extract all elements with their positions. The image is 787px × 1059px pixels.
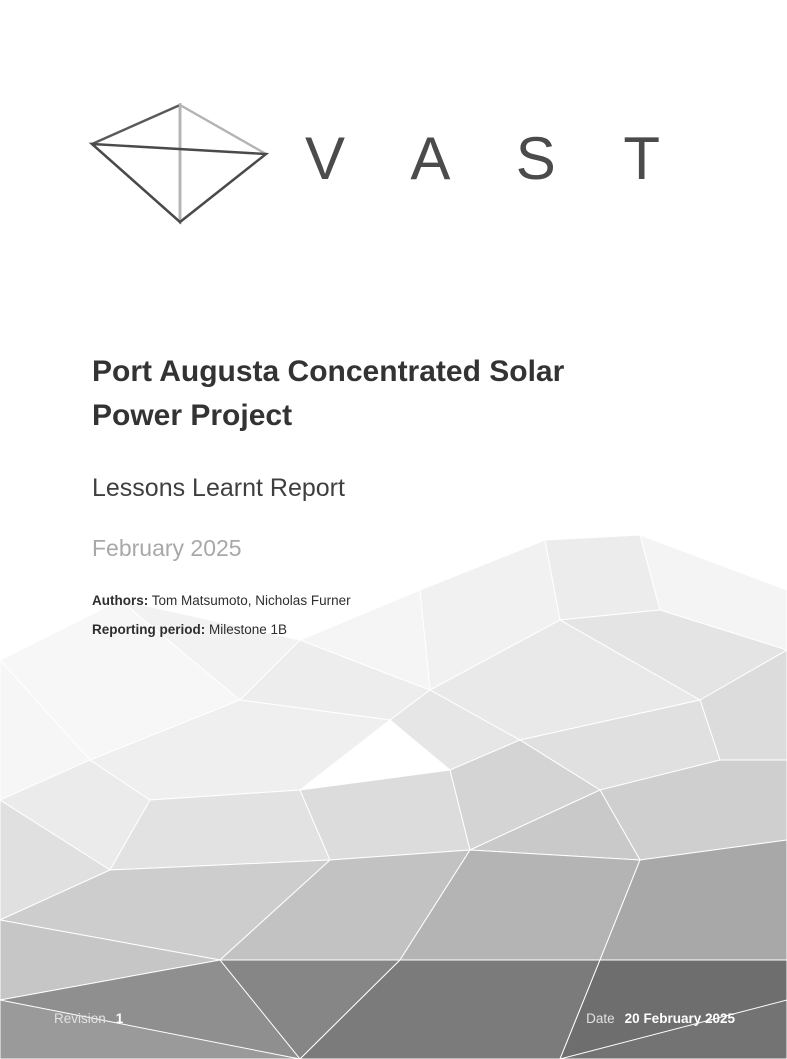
authors-label: Authors: (92, 592, 149, 608)
document-subtitle: Lessons Learnt Report (92, 474, 345, 502)
revision-label: Revision (54, 1011, 106, 1026)
page-footer (0, 963, 787, 1059)
authors-value: Tom Matsumoto, Nicholas Furner (151, 592, 351, 608)
vast-triangle-logo-icon (88, 96, 273, 231)
reporting-period-value: Milestone 1B (209, 621, 288, 637)
brand-logo (88, 96, 686, 231)
footer-date (586, 1011, 735, 1026)
page-title: Port Augusta Concentrated Solar Power Project (92, 355, 565, 432)
reporting-period-line (92, 620, 692, 640)
footer-revision (54, 1011, 123, 1026)
brand-wordmark: V A S T (305, 124, 687, 192)
date-label: Date (586, 1011, 615, 1026)
title-block (92, 350, 692, 649)
date-value: 20 February 2025 (624, 1011, 735, 1026)
reporting-period-label: Reporting period: (92, 621, 206, 637)
authors-line (92, 591, 692, 611)
document-date: February 2025 (92, 535, 242, 561)
revision-value: 1 (115, 1011, 124, 1026)
